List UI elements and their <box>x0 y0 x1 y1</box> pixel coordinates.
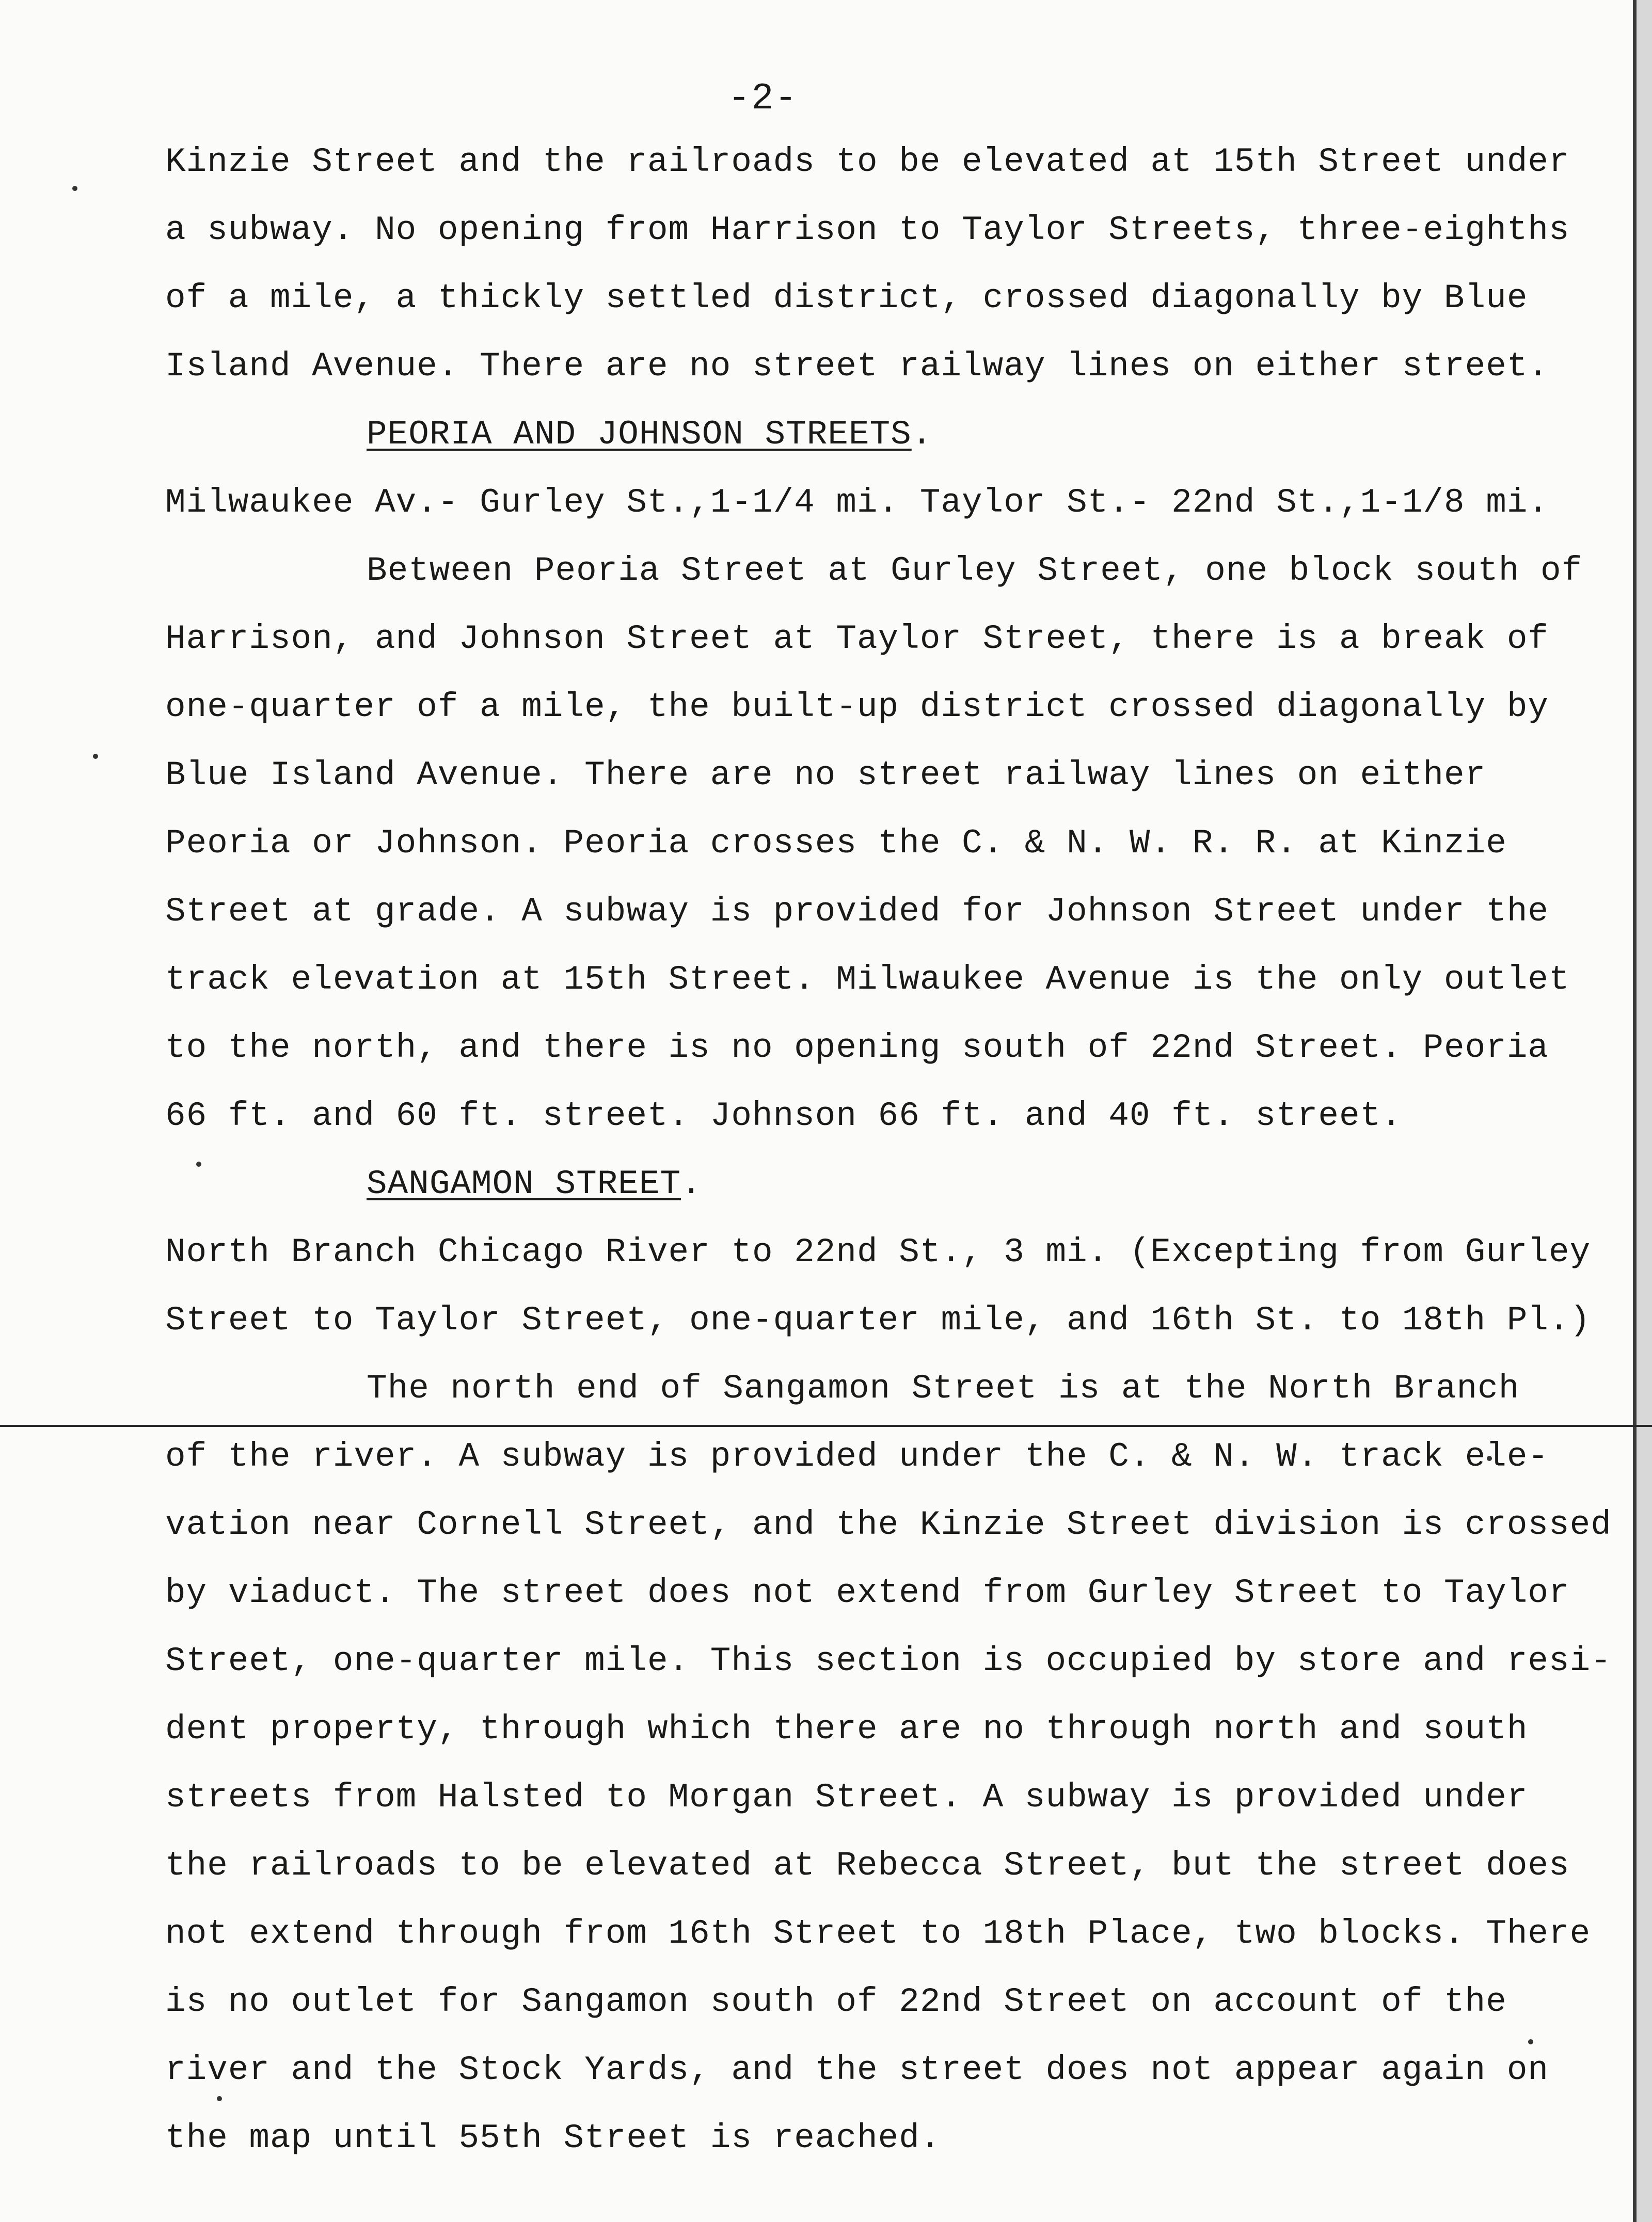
text-line: The north end of Sangamon Street is at the North Branch <box>367 1369 1520 1408</box>
text-line: Street at grade. A subway is provided for Johnson Street under the <box>165 892 1549 931</box>
text-line: one-quarter of a mile, the built-up district crossed diagonally by <box>165 688 1549 726</box>
section-heading-line <box>165 1150 1518 1218</box>
scan-edge-shadow <box>1637 0 1652 2222</box>
text-line: a subway. No opening from Harrison to Taylor Streets, three-eighths <box>165 211 1570 249</box>
text-line: to the north, and there is no opening south of 22nd Street. Peoria <box>165 1028 1549 1067</box>
text-line: not extend through from 16th Street to 18th Place, two blocks. There <box>165 1914 1591 1953</box>
text-line: Street, one-quarter mile. This section is occupied by store and resi- <box>165 1642 1612 1680</box>
section-range-line: Street to Taylor Street, one-quarter mile, and 16th St. to 18th Pl.) <box>165 1301 1591 1340</box>
document-body <box>165 128 1612 2172</box>
page-number: -2- <box>728 77 798 120</box>
heading-period: . <box>681 1165 702 1203</box>
text-line: streets from Halsted to Morgan Street. A subway is provided under <box>165 1778 1528 1817</box>
section-heading-peoria-johnson: PEORIA AND JOHNSON STREETS <box>367 415 912 454</box>
scan-edge-line <box>1633 0 1637 2222</box>
text-line: track elevation at 15th Street. Milwaukee Avenue is the only outlet <box>165 960 1570 999</box>
text-line: by viaduct. The street does not extend from Gurley Street to Taylor <box>165 1574 1570 1612</box>
text-line: Island Avenue. There are no street railway lines on either street. <box>165 347 1549 386</box>
section-heading-sangamon: SANGAMON STREET <box>367 1165 681 1203</box>
scan-speck <box>93 754 98 759</box>
text-line: Blue Island Avenue. There are no street railway lines on either <box>165 756 1486 795</box>
text-line: vation near Cornell Street, and the Kinzie Street division is crossed <box>165 1505 1612 1544</box>
text-line: of the river. A subway is provided under the C. & N. W. track ele- <box>165 1437 1549 1476</box>
text-line: the railroads to be elevated at Rebecca Street, but the street does <box>165 1846 1570 1885</box>
scan-speck <box>72 186 77 191</box>
text-line: Kinzie Street and the railroads to be elevated at 15th Street under <box>165 142 1570 181</box>
text-line: river and the Stock Yards, and the street does not appear again on <box>165 2051 1549 2089</box>
section-heading-line <box>165 401 1518 469</box>
scan-speck <box>1528 2039 1533 2044</box>
text-line: is no outlet for Sangamon south of 22nd Street on account of the <box>165 1982 1507 2021</box>
section-range-line: Milwaukee Av.- Gurley St.,1-1/4 mi. Taylor St.- 22nd St.,1-1/8 mi. <box>165 483 1549 522</box>
text-line: Harrison, and Johnson Street at Taylor Street, there is a break of <box>165 620 1549 658</box>
text-line: Between Peoria Street at Gurley Street, one block south of <box>367 551 1583 590</box>
text-line: of a mile, a thickly settled district, crossed diagonally by Blue <box>165 279 1528 318</box>
heading-period: . <box>911 415 933 454</box>
text-line: Peoria or Johnson. Peoria crosses the C. & N. W. R. R. at Kinzie <box>165 824 1507 863</box>
section-range-line: North Branch Chicago River to 22nd St., 3 mi. (Excepting from Gurley <box>165 1233 1591 1272</box>
text-line: 66 ft. and 60 ft. street. Johnson 66 ft. and 40 ft. street. <box>165 1097 1402 1135</box>
text-line: dent property, through which there are no through north and south <box>165 1710 1528 1749</box>
text-line: the map until 55th Street is reached. <box>165 2119 941 2157</box>
